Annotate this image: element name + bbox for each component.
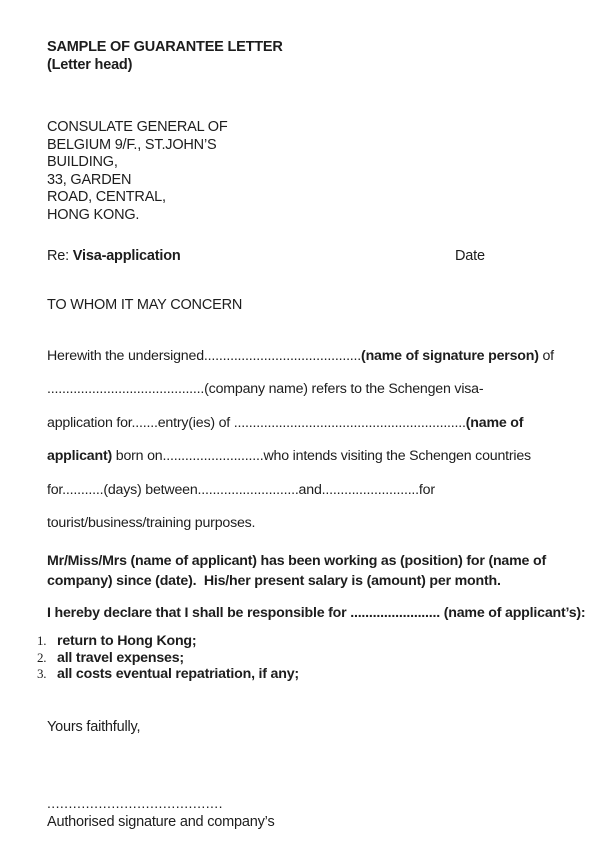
text-line: Mr/Miss/Mrs (name of applicant) has been working as (position) for (name of [47,553,546,569]
employment-paragraph [47,552,546,591]
subject-line [47,248,181,264]
text-segment: ..........................................(company name) refers to the Schengen visa- [47,381,484,398]
list-item [0,633,299,650]
recipient-address [47,119,228,225]
bold-segment: applicant) [47,448,113,465]
text-line: CONSULATE GENERAL OF [47,119,228,135]
text-line: BELGIUM 9/F., ST.JOHN’S [47,136,217,153]
text-segment: born on...........................who intends visiting the Schengen countries [112,448,531,465]
list-item [0,666,299,683]
text-segment: for...........(days) between...........................and..........................for [47,481,435,498]
text-line: 33, GARDEN [47,171,132,188]
list-item-number: 1. [37,633,47,648]
text-line [47,340,554,373]
declaration-line: I hereby declare that I shall be responsible for ........................ (name of applicant’s): [47,605,586,621]
document-title [47,38,283,74]
list-item-number: 2. [37,649,47,665]
text-segment: application for.......entry(ies) of .............................................................. [47,414,466,431]
list-item-text: all travel expenses; [57,649,184,666]
text-line [47,474,554,507]
closing: Yours faithfully, [47,719,141,735]
signature-caption: Authorised signature and company’s [47,814,275,830]
subject-value: Visa-application [72,248,181,264]
text-segment: Herewith the undersigned.......................................... [47,348,362,364]
text-line: company) since (date). His/her present salary is (amount) per month. [47,572,501,589]
intro-paragraph [47,340,554,540]
list-item-number: 3. [37,666,47,682]
title-line-2: (Letter head) [47,57,133,73]
text-segment: tourist/business/training purposes. [47,515,256,532]
text-line [47,440,554,473]
text-line: ROAD, CENTRAL, [47,189,166,206]
text-line [47,373,554,406]
salutation: TO WHOM IT MAY CONCERN [47,297,243,313]
list-item-text: all costs eventual repatriation, if any; [57,666,299,683]
list-item-text: return to Hong Kong; [57,633,197,649]
bold-segment: (name of [465,414,524,431]
subject-label: Re: [47,248,73,264]
signature-line: ......................................... [47,795,223,811]
text-segment: of [538,348,554,364]
text-line: HONG KONG. [47,206,140,223]
list-item [0,650,299,667]
bold-segment: (name of signature person) [361,348,539,364]
text-line [47,407,554,440]
text-line [47,507,554,540]
text-line: BUILDING, [47,154,118,171]
responsibility-list [0,633,299,683]
date-label: Date [455,248,485,264]
title-line-1: SAMPLE OF GUARANTEE LETTER [47,39,283,55]
